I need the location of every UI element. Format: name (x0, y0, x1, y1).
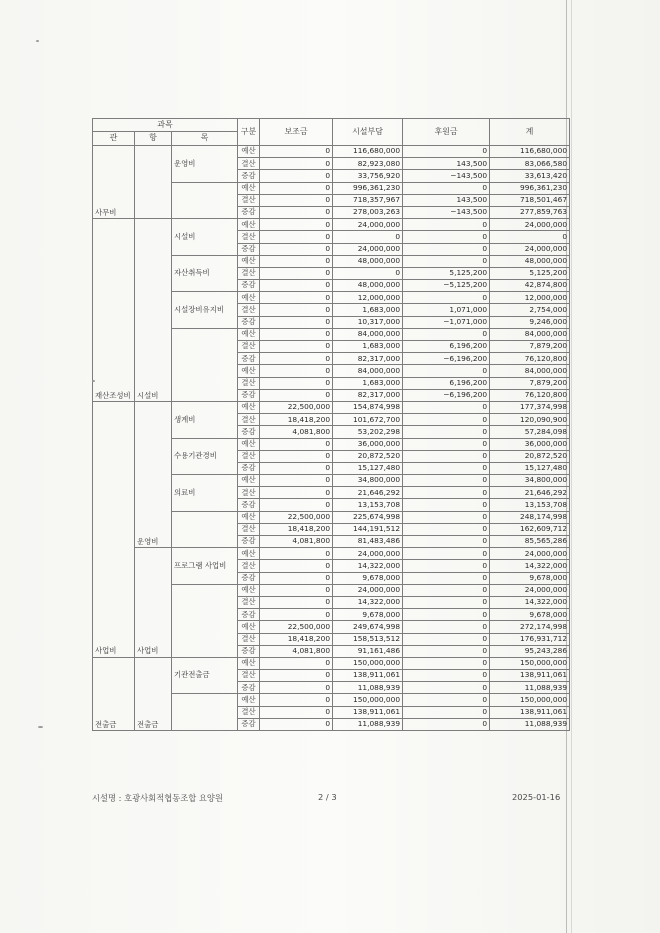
row-kind: 예산 (238, 475, 260, 487)
mok-cell (172, 182, 238, 219)
row-kind: 증감 (238, 499, 260, 511)
subsidy-cell: 0 (260, 377, 333, 389)
total-cell: 150,000,000 (490, 694, 570, 706)
subsidy-cell: 0 (260, 450, 333, 462)
row-kind: 예산 (238, 292, 260, 304)
facility-cell: 158,513,512 (333, 633, 403, 645)
row-kind: 결산 (238, 267, 260, 279)
donation-cell: −6,196,200 (403, 389, 490, 401)
hang-cell (135, 146, 172, 219)
row-kind: 결산 (238, 450, 260, 462)
header-hang: 항 (135, 132, 172, 146)
row-kind: 예산 (238, 328, 260, 340)
subsidy-cell: 0 (260, 280, 333, 292)
donation-cell: 0 (403, 438, 490, 450)
total-cell: 11,088,939 (490, 718, 570, 730)
mok-cell (172, 511, 238, 548)
donation-cell: 0 (403, 292, 490, 304)
settlement-table (92, 118, 570, 731)
donation-cell: 0 (403, 146, 490, 158)
total-cell: 42,874,800 (490, 280, 570, 292)
facility-cell: 82,317,000 (333, 353, 403, 365)
donation-cell: 0 (403, 475, 490, 487)
subsidy-cell: 0 (260, 596, 333, 608)
subsidy-cell: 0 (260, 682, 333, 694)
facility-cell: 24,000,000 (333, 243, 403, 255)
hang-cell: 운영비 (135, 401, 172, 547)
subsidy-cell: 0 (260, 328, 333, 340)
subsidy-cell: 0 (260, 609, 333, 621)
hang-cell: 시설비 (135, 219, 172, 402)
facility-cell: 12,000,000 (333, 292, 403, 304)
total-cell: 33,613,420 (490, 170, 570, 182)
subsidy-cell: 0 (260, 231, 333, 243)
donation-cell: −1,071,000 (403, 316, 490, 328)
mok-cell: 시설비 (172, 219, 238, 256)
row-kind: 결산 (238, 487, 260, 499)
mok-cell: 자산취득비 (172, 255, 238, 292)
facility-cell: 138,911,061 (333, 706, 403, 718)
footer-page-number: 2 / 3 (318, 792, 337, 802)
total-cell: 83,066,580 (490, 158, 570, 170)
total-cell: 277,859,763 (490, 206, 570, 218)
subsidy-cell: 0 (260, 170, 333, 182)
facility-cell: 154,874,998 (333, 401, 403, 413)
facility-cell: 36,000,000 (333, 438, 403, 450)
mok-cell: 운영비 (172, 146, 238, 183)
subsidy-cell: 0 (260, 718, 333, 730)
row-kind: 예산 (238, 438, 260, 450)
facility-cell: 1,683,000 (333, 304, 403, 316)
row-kind: 증감 (238, 316, 260, 328)
facility-cell: 278,003,263 (333, 206, 403, 218)
row-kind: 증감 (238, 718, 260, 730)
footer-facility-name: 시설명 : 호광사회적협동조합 요양원 (92, 793, 223, 803)
facility-cell: 150,000,000 (333, 657, 403, 669)
mok-cell (172, 584, 238, 657)
donation-cell: 0 (403, 706, 490, 718)
total-cell: 176,931,712 (490, 633, 570, 645)
table-row (93, 219, 570, 231)
total-cell: 48,000,000 (490, 255, 570, 267)
mok-cell: 프로그램 사업비 (172, 548, 238, 585)
subsidy-cell: 0 (260, 475, 333, 487)
subsidy-cell: 4,081,800 (260, 426, 333, 438)
mok-cell: 수용기관경비 (172, 438, 238, 475)
facility-cell: 0 (333, 267, 403, 279)
subsidy-cell: 0 (260, 670, 333, 682)
row-kind: 예산 (238, 694, 260, 706)
donation-cell: 0 (403, 548, 490, 560)
total-cell: 24,000,000 (490, 548, 570, 560)
header-mok: 목 (172, 132, 238, 146)
row-kind: 증감 (238, 645, 260, 657)
donation-cell: 0 (403, 718, 490, 730)
total-cell: 150,000,000 (490, 657, 570, 669)
subsidy-cell: 0 (260, 255, 333, 267)
facility-cell: 138,911,061 (333, 670, 403, 682)
donation-cell: 0 (403, 621, 490, 633)
gwan-cell: 사무비 (93, 146, 135, 219)
row-kind: 결산 (238, 596, 260, 608)
facility-cell: 82,317,000 (333, 389, 403, 401)
donation-cell: 0 (403, 682, 490, 694)
row-kind: 증감 (238, 243, 260, 255)
mok-cell: 생계비 (172, 401, 238, 438)
facility-cell: 82,923,080 (333, 158, 403, 170)
total-cell: 272,174,998 (490, 621, 570, 633)
row-kind: 예산 (238, 584, 260, 596)
table-row (93, 548, 570, 560)
donation-cell: −5,125,200 (403, 280, 490, 292)
header-gwan: 관 (93, 132, 135, 146)
header-donation: 후원금 (403, 119, 490, 146)
row-kind: 증감 (238, 462, 260, 474)
subsidy-cell: 0 (260, 316, 333, 328)
header-subsidy: 보조금 (260, 119, 333, 146)
row-kind: 결산 (238, 414, 260, 426)
total-cell: 718,501,467 (490, 194, 570, 206)
header-gubun: 구분 (238, 119, 260, 146)
total-cell: 248,174,998 (490, 511, 570, 523)
donation-cell: 0 (403, 536, 490, 548)
total-cell: 138,911,061 (490, 670, 570, 682)
facility-cell: 48,000,000 (333, 280, 403, 292)
total-cell: 84,000,000 (490, 328, 570, 340)
donation-cell: −6,196,200 (403, 353, 490, 365)
gwan-cell: 사업비 (93, 401, 135, 657)
facility-cell: 116,680,000 (333, 146, 403, 158)
facility-cell: 1,683,000 (333, 377, 403, 389)
row-kind: 증감 (238, 280, 260, 292)
facility-cell: 84,000,000 (333, 328, 403, 340)
facility-cell: 718,357,967 (333, 194, 403, 206)
mok-cell (172, 328, 238, 401)
donation-cell: 0 (403, 523, 490, 535)
facility-cell: 24,000,000 (333, 584, 403, 596)
row-kind: 결산 (238, 706, 260, 718)
donation-cell: 0 (403, 657, 490, 669)
row-kind: 증감 (238, 609, 260, 621)
hang-cell: 전출금 (135, 657, 172, 730)
facility-cell: 34,800,000 (333, 475, 403, 487)
donation-cell: 0 (403, 255, 490, 267)
row-kind: 예산 (238, 365, 260, 377)
footer-date: 2025-01-16 (512, 792, 561, 802)
subsidy-cell: 0 (260, 182, 333, 194)
scan-speck (38, 726, 43, 728)
subsidy-cell: 18,418,200 (260, 523, 333, 535)
total-cell: 7,879,200 (490, 377, 570, 389)
table-row (93, 146, 570, 158)
total-cell: 36,000,000 (490, 438, 570, 450)
subsidy-cell: 22,500,000 (260, 511, 333, 523)
subsidy-cell: 0 (260, 243, 333, 255)
subsidy-cell: 0 (260, 694, 333, 706)
facility-cell: 21,646,292 (333, 487, 403, 499)
facility-cell: 249,674,998 (333, 621, 403, 633)
subsidy-cell: 22,500,000 (260, 621, 333, 633)
donation-cell: −143,500 (403, 206, 490, 218)
donation-cell: 0 (403, 426, 490, 438)
subsidy-cell: 18,418,200 (260, 633, 333, 645)
subsidy-cell: 0 (260, 365, 333, 377)
subsidy-cell: 0 (260, 657, 333, 669)
total-cell: 5,125,200 (490, 267, 570, 279)
facility-cell: 48,000,000 (333, 255, 403, 267)
row-kind: 증감 (238, 572, 260, 584)
facility-cell: 11,088,939 (333, 718, 403, 730)
row-kind: 예산 (238, 621, 260, 633)
donation-cell: 0 (403, 219, 490, 231)
subsidy-cell: 0 (260, 353, 333, 365)
row-kind: 예산 (238, 146, 260, 158)
subsidy-cell: 18,418,200 (260, 414, 333, 426)
facility-cell: 101,672,700 (333, 414, 403, 426)
subsidy-cell: 0 (260, 438, 333, 450)
total-cell: 84,000,000 (490, 365, 570, 377)
total-cell: 57,284,098 (490, 426, 570, 438)
facility-cell: 144,191,512 (333, 523, 403, 535)
table-body (93, 146, 570, 731)
subsidy-cell: 0 (260, 158, 333, 170)
donation-cell: 0 (403, 694, 490, 706)
donation-cell: 0 (403, 499, 490, 511)
subsidy-cell: 0 (260, 572, 333, 584)
subsidy-cell: 0 (260, 548, 333, 560)
subsidy-cell: 0 (260, 267, 333, 279)
row-kind: 예산 (238, 548, 260, 560)
facility-cell: 11,088,939 (333, 682, 403, 694)
subsidy-cell: 0 (260, 194, 333, 206)
total-cell: 177,374,998 (490, 401, 570, 413)
subsidy-cell: 0 (260, 146, 333, 158)
donation-cell: −143,500 (403, 170, 490, 182)
row-kind: 증감 (238, 682, 260, 694)
total-cell: 24,000,000 (490, 243, 570, 255)
row-kind: 증감 (238, 536, 260, 548)
row-kind: 예산 (238, 182, 260, 194)
donation-cell: 143,500 (403, 194, 490, 206)
row-kind: 증감 (238, 353, 260, 365)
table-row (93, 657, 570, 669)
total-cell: 85,565,286 (490, 536, 570, 548)
subsidy-cell: 0 (260, 206, 333, 218)
facility-cell: 15,127,480 (333, 462, 403, 474)
donation-cell: 0 (403, 645, 490, 657)
facility-cell: 24,000,000 (333, 548, 403, 560)
facility-cell: 996,361,230 (333, 182, 403, 194)
subsidy-cell: 0 (260, 499, 333, 511)
row-kind: 결산 (238, 194, 260, 206)
donation-cell: 0 (403, 182, 490, 194)
total-cell: 162,609,712 (490, 523, 570, 535)
total-cell: 12,000,000 (490, 292, 570, 304)
total-cell: 138,911,061 (490, 706, 570, 718)
scan-edge-line-secondary (571, 0, 572, 933)
subsidy-cell: 0 (260, 462, 333, 474)
donation-cell: 0 (403, 401, 490, 413)
total-cell: 24,000,000 (490, 584, 570, 596)
scan-speck (36, 40, 39, 42)
facility-cell: 10,317,000 (333, 316, 403, 328)
total-cell: 120,090,900 (490, 414, 570, 426)
subsidy-cell: 0 (260, 304, 333, 316)
donation-cell: 143,500 (403, 158, 490, 170)
total-cell: 20,872,520 (490, 450, 570, 462)
row-kind: 예산 (238, 219, 260, 231)
subsidy-cell: 4,081,800 (260, 645, 333, 657)
mok-cell (172, 694, 238, 731)
mok-cell: 의료비 (172, 475, 238, 512)
facility-cell: 81,483,486 (333, 536, 403, 548)
total-cell: 11,088,939 (490, 682, 570, 694)
row-kind: 예산 (238, 255, 260, 267)
total-cell: 9,678,000 (490, 572, 570, 584)
total-cell: 13,153,708 (490, 499, 570, 511)
facility-cell: 91,161,486 (333, 645, 403, 657)
subsidy-cell: 0 (260, 560, 333, 572)
facility-cell: 0 (333, 231, 403, 243)
total-cell: 9,246,000 (490, 316, 570, 328)
total-cell: 7,879,200 (490, 341, 570, 353)
row-kind: 예산 (238, 401, 260, 413)
mok-cell: 시설장비유지비 (172, 292, 238, 329)
donation-cell: 0 (403, 231, 490, 243)
mok-cell: 기관전출금 (172, 657, 238, 694)
total-cell: 34,800,000 (490, 475, 570, 487)
row-kind: 예산 (238, 511, 260, 523)
donation-cell: 0 (403, 243, 490, 255)
total-cell: 0 (490, 231, 570, 243)
row-kind: 결산 (238, 158, 260, 170)
facility-cell: 150,000,000 (333, 694, 403, 706)
donation-cell: 0 (403, 462, 490, 474)
facility-cell: 14,322,000 (333, 596, 403, 608)
donation-cell: 0 (403, 560, 490, 572)
facility-cell: 9,678,000 (333, 609, 403, 621)
donation-cell: 6,196,200 (403, 341, 490, 353)
row-kind: 결산 (238, 633, 260, 645)
row-kind: 증감 (238, 170, 260, 182)
donation-cell: 0 (403, 511, 490, 523)
total-cell: 24,000,000 (490, 219, 570, 231)
donation-cell: 0 (403, 609, 490, 621)
header-facility-burden: 시설부담 (333, 119, 403, 146)
donation-cell: 1,071,000 (403, 304, 490, 316)
header-total: 계 (490, 119, 570, 146)
total-cell: 2,754,000 (490, 304, 570, 316)
row-kind: 결산 (238, 670, 260, 682)
facility-cell: 33,756,920 (333, 170, 403, 182)
subsidy-cell: 0 (260, 389, 333, 401)
row-kind: 결산 (238, 523, 260, 535)
total-cell: 76,120,800 (490, 389, 570, 401)
donation-cell: 6,196,200 (403, 377, 490, 389)
row-kind: 결산 (238, 341, 260, 353)
row-kind: 결산 (238, 304, 260, 316)
facility-cell: 84,000,000 (333, 365, 403, 377)
total-cell: 15,127,480 (490, 462, 570, 474)
total-cell: 21,646,292 (490, 487, 570, 499)
row-kind: 예산 (238, 657, 260, 669)
donation-cell: 0 (403, 584, 490, 596)
subsidy-cell: 0 (260, 219, 333, 231)
facility-cell: 225,674,998 (333, 511, 403, 523)
donation-cell: 5,125,200 (403, 267, 490, 279)
subsidy-cell: 0 (260, 706, 333, 718)
row-kind: 증감 (238, 426, 260, 438)
donation-cell: 0 (403, 365, 490, 377)
subsidy-cell: 0 (260, 487, 333, 499)
facility-cell: 13,153,708 (333, 499, 403, 511)
row-kind: 증감 (238, 389, 260, 401)
total-cell: 116,680,000 (490, 146, 570, 158)
donation-cell: 0 (403, 572, 490, 584)
donation-cell: 0 (403, 670, 490, 682)
facility-cell: 14,322,000 (333, 560, 403, 572)
subsidy-cell: 22,500,000 (260, 401, 333, 413)
donation-cell: 0 (403, 487, 490, 499)
header-gwamok: 과목 (93, 119, 238, 132)
row-kind: 결산 (238, 377, 260, 389)
donation-cell: 0 (403, 450, 490, 462)
facility-cell: 53,202,298 (333, 426, 403, 438)
facility-cell: 24,000,000 (333, 219, 403, 231)
total-cell: 9,678,000 (490, 609, 570, 621)
gwan-cell: 재산조성비 (93, 219, 135, 402)
total-cell: 14,322,000 (490, 560, 570, 572)
subsidy-cell: 4,081,800 (260, 536, 333, 548)
facility-cell: 20,872,520 (333, 450, 403, 462)
total-cell: 95,243,286 (490, 645, 570, 657)
table-row (93, 401, 570, 413)
subsidy-cell: 0 (260, 341, 333, 353)
total-cell: 14,322,000 (490, 596, 570, 608)
subsidy-cell: 0 (260, 584, 333, 596)
donation-cell: 0 (403, 633, 490, 645)
donation-cell: 0 (403, 596, 490, 608)
row-kind: 증감 (238, 206, 260, 218)
row-kind: 결산 (238, 560, 260, 572)
donation-cell: 0 (403, 328, 490, 340)
donation-cell: 0 (403, 414, 490, 426)
subsidy-cell: 0 (260, 292, 333, 304)
hang-cell: 사업비 (135, 548, 172, 658)
row-kind: 결산 (238, 231, 260, 243)
gwan-cell: 전출금 (93, 657, 135, 730)
scan-speck (92, 380, 95, 382)
total-cell: 996,361,230 (490, 182, 570, 194)
facility-cell: 9,678,000 (333, 572, 403, 584)
facility-cell: 1,683,000 (333, 341, 403, 353)
total-cell: 76,120,800 (490, 353, 570, 365)
